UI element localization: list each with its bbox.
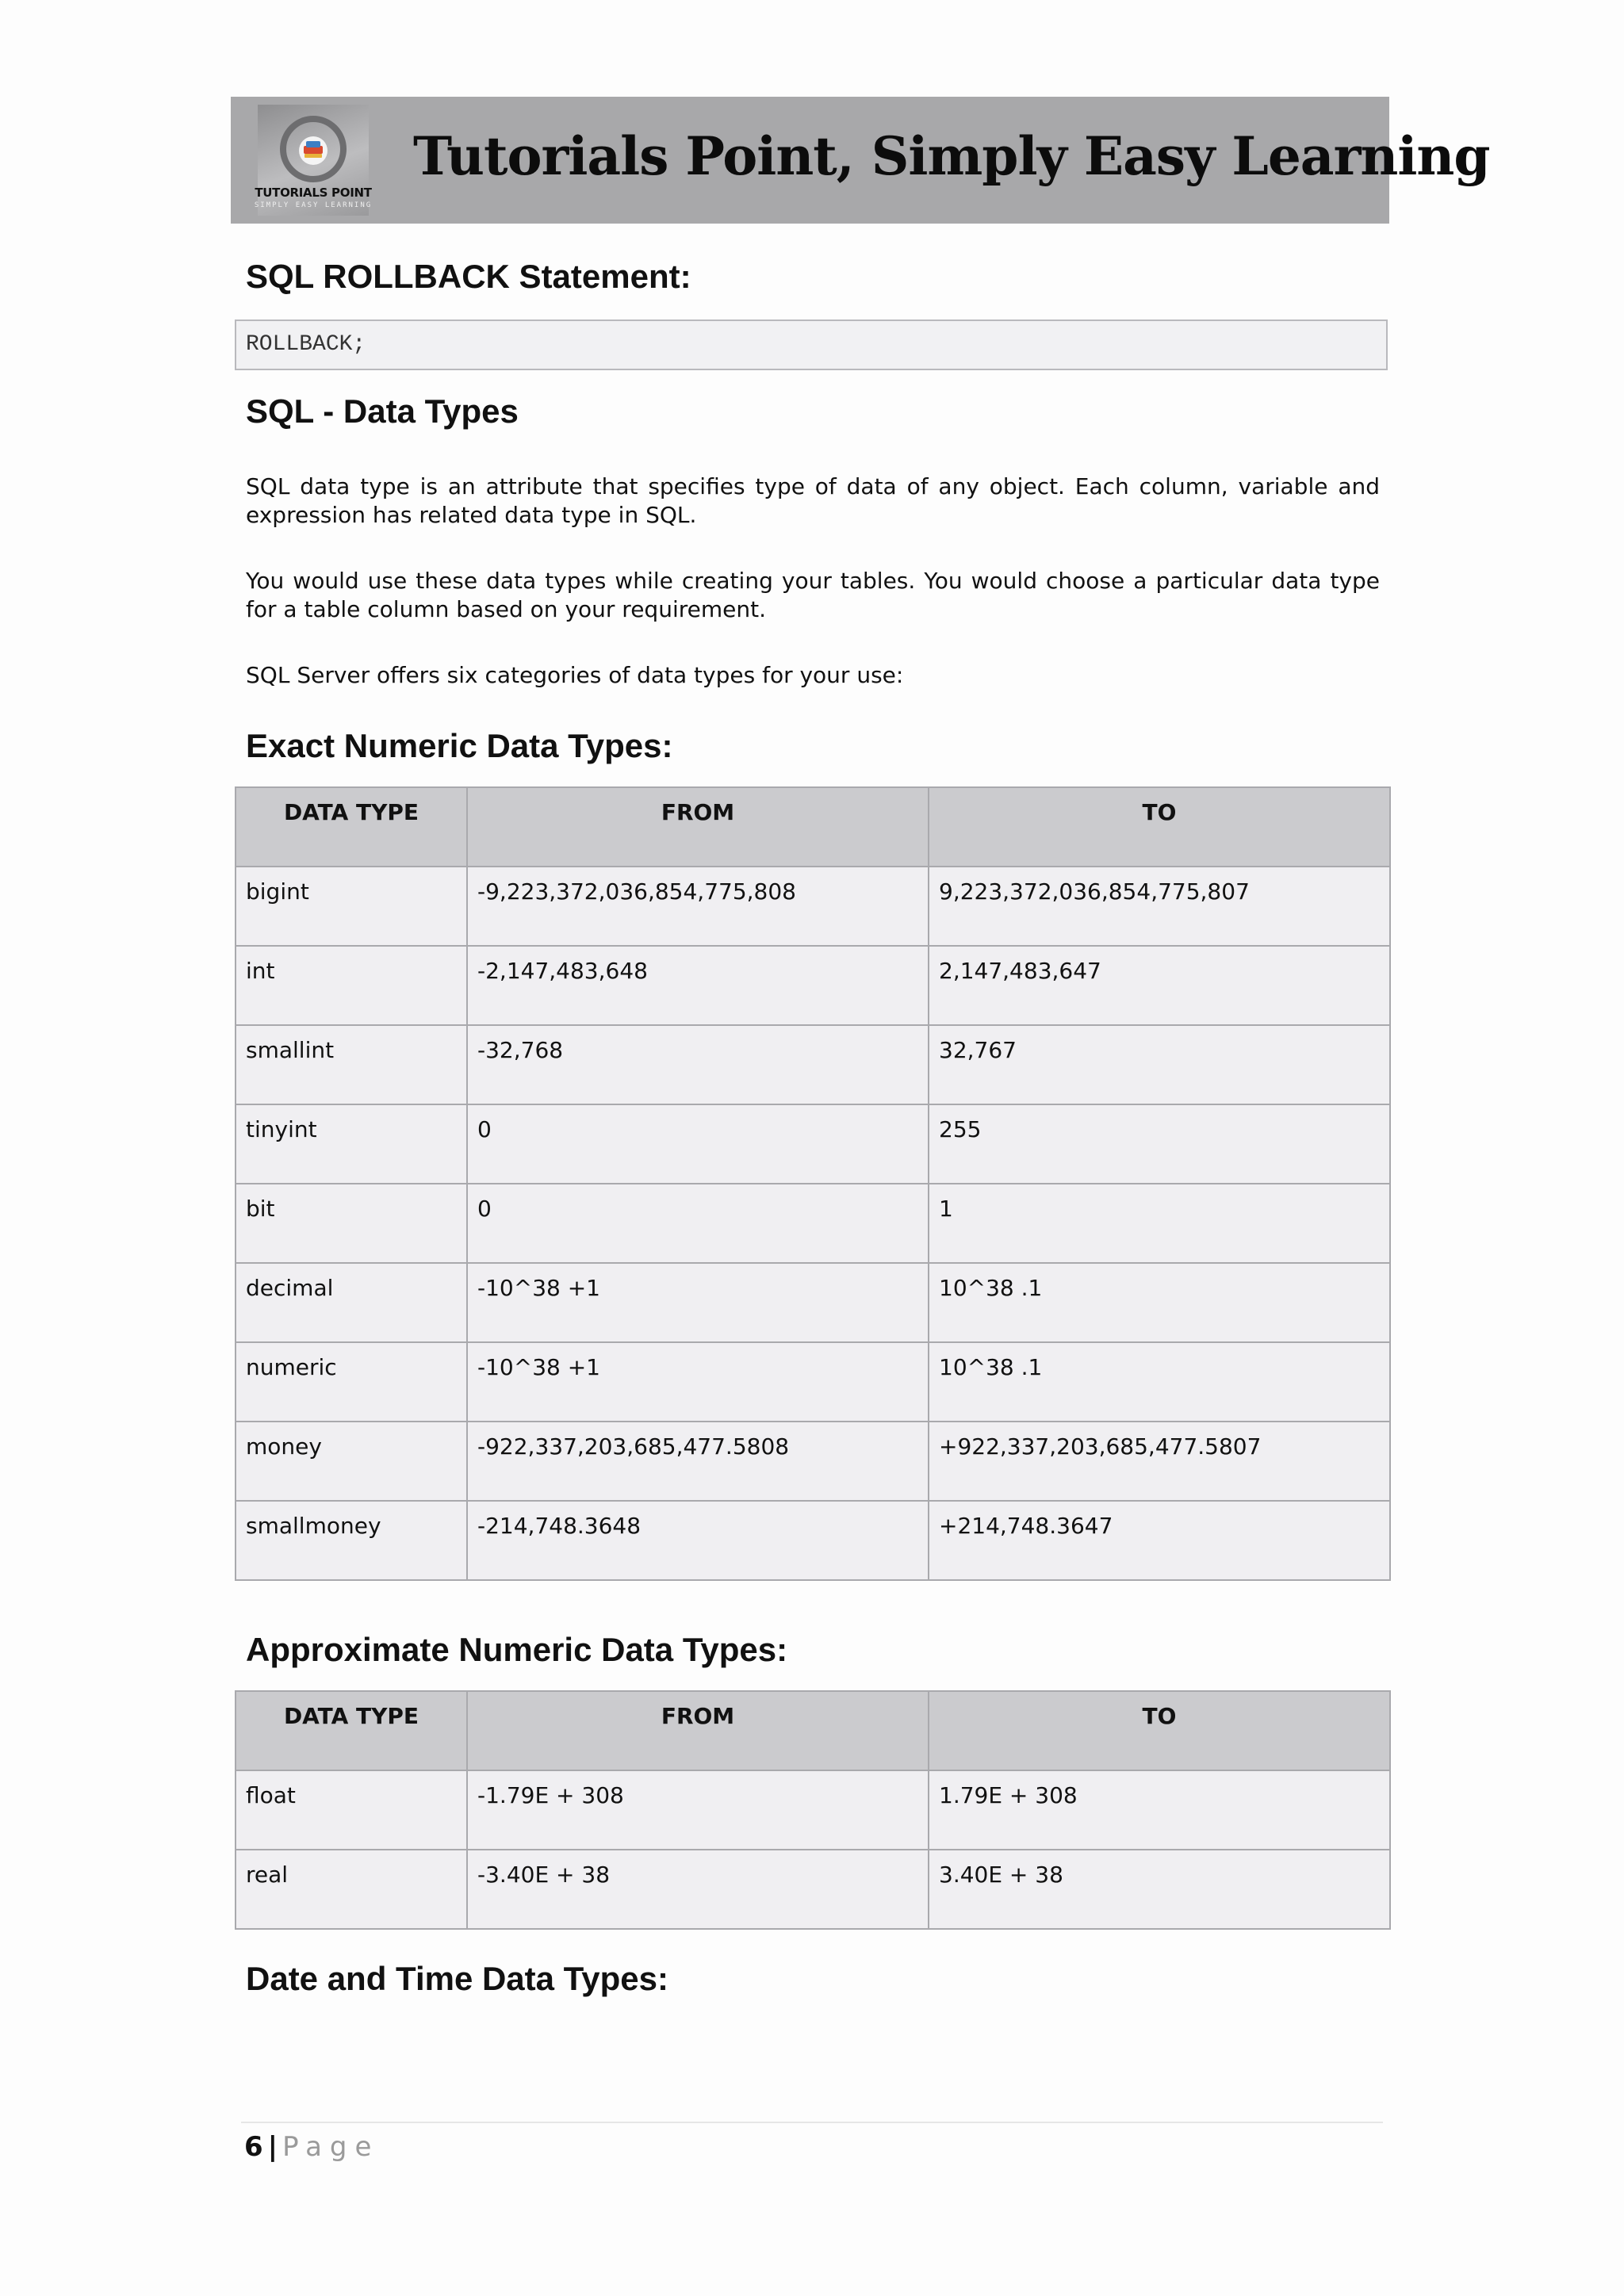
rollback-heading: SQL ROLLBACK Statement:: [246, 258, 691, 295]
cell-to: +922,337,203,685,477.5807: [929, 1422, 1390, 1501]
cell-to: 255: [929, 1104, 1390, 1184]
cell-from: -32,768: [467, 1025, 929, 1104]
cell-to: 3.40E + 38: [929, 1850, 1390, 1929]
cell-from: -922,337,203,685,477.5808: [467, 1422, 929, 1501]
approx-numeric-heading: Approximate Numeric Data Types:: [246, 1631, 788, 1668]
column-header-from: FROM: [467, 1691, 929, 1770]
logo-name: TUTORIALS POINT: [255, 186, 372, 200]
table-row: [236, 1184, 1390, 1263]
table-row: [236, 1422, 1390, 1501]
approx-numeric-table: [235, 1690, 1391, 1930]
table-row: [236, 1501, 1390, 1580]
page-footer: [244, 2131, 379, 2163]
cell-to: 10^38 .1: [929, 1342, 1390, 1422]
cell-from: -2,147,483,648: [467, 946, 929, 1025]
data-types-heading: SQL - Data Types: [246, 392, 519, 430]
table-row: [236, 1342, 1390, 1422]
cell-data-type: tinyint: [236, 1104, 467, 1184]
table-row: [236, 946, 1390, 1025]
cell-to: 9,223,372,036,854,775,807: [929, 867, 1390, 946]
cell-data-type: bigint: [236, 867, 467, 946]
cell-data-type: money: [236, 1422, 467, 1501]
table-row: [236, 1850, 1390, 1929]
cell-to: 10^38 .1: [929, 1263, 1390, 1342]
cell-from: 0: [467, 1184, 929, 1263]
cell-from: -10^38 +1: [467, 1342, 929, 1422]
cell-data-type: decimal: [236, 1263, 467, 1342]
cell-to: 32,767: [929, 1025, 1390, 1104]
column-header-data-type: DATA TYPE: [236, 787, 467, 867]
column-header-to: TO: [929, 787, 1390, 867]
table-row: [236, 1770, 1390, 1850]
logo-emblem-icon: [280, 116, 347, 182]
footer-separator: |: [267, 2131, 278, 2163]
logo-tagline: SIMPLY EASY LEARNING: [254, 201, 373, 209]
intro-paragraph-2: You would use these data types while creating your tables. You would choose a particular data type for a table column based on your requirement.: [246, 568, 1380, 622]
table-header-row: [236, 787, 1390, 867]
table-row: [236, 867, 1390, 946]
cell-from: -3.40E + 38: [467, 1850, 929, 1929]
page-header: [231, 97, 1490, 224]
cell-from: -10^38 +1: [467, 1263, 929, 1342]
tutorialspoint-logo: [254, 105, 373, 216]
cell-from: -9,223,372,036,854,775,808: [467, 867, 929, 946]
page-number: 6: [244, 2131, 263, 2163]
rollback-code-block: ROLLBACK;: [235, 320, 1388, 370]
cell-to: 1: [929, 1184, 1390, 1263]
table-row: [236, 1104, 1390, 1184]
table-header-row: [236, 1691, 1390, 1770]
table-row: [236, 1025, 1390, 1104]
cell-from: -1.79E + 308: [467, 1770, 929, 1850]
cell-to: +214,748.3647: [929, 1501, 1390, 1580]
cell-data-type: smallint: [236, 1025, 467, 1104]
footer-divider: [241, 2122, 1383, 2123]
intro-paragraph-1: SQL data type is an attribute that specifies type of data of any object. Each column, variable and expression has related data type in SQL.: [246, 473, 1380, 528]
cell-from: 0: [467, 1104, 929, 1184]
exact-numeric-table: [235, 786, 1391, 1581]
cell-from: -214,748.3648: [467, 1501, 929, 1580]
page-label: Page: [282, 2131, 380, 2163]
exact-numeric-heading: Exact Numeric Data Types:: [246, 727, 673, 764]
cell-to: 1.79E + 308: [929, 1770, 1390, 1850]
column-header-data-type: DATA TYPE: [236, 1691, 467, 1770]
column-header-to: TO: [929, 1691, 1390, 1770]
table-row: [236, 1263, 1390, 1342]
cell-data-type: float: [236, 1770, 467, 1850]
cell-data-type: int: [236, 946, 467, 1025]
intro-paragraph-3: SQL Server offers six categories of data types for your use:: [246, 662, 904, 688]
cell-data-type: bit: [236, 1184, 467, 1263]
site-title: Tutorials Point, Simply Easy Learning: [413, 125, 1490, 187]
date-time-heading: Date and Time Data Types:: [246, 1960, 668, 1997]
cell-data-type: real: [236, 1850, 467, 1929]
cell-data-type: numeric: [236, 1342, 467, 1422]
cell-data-type: smallmoney: [236, 1501, 467, 1580]
column-header-from: FROM: [467, 787, 929, 867]
cell-to: 2,147,483,647: [929, 946, 1390, 1025]
